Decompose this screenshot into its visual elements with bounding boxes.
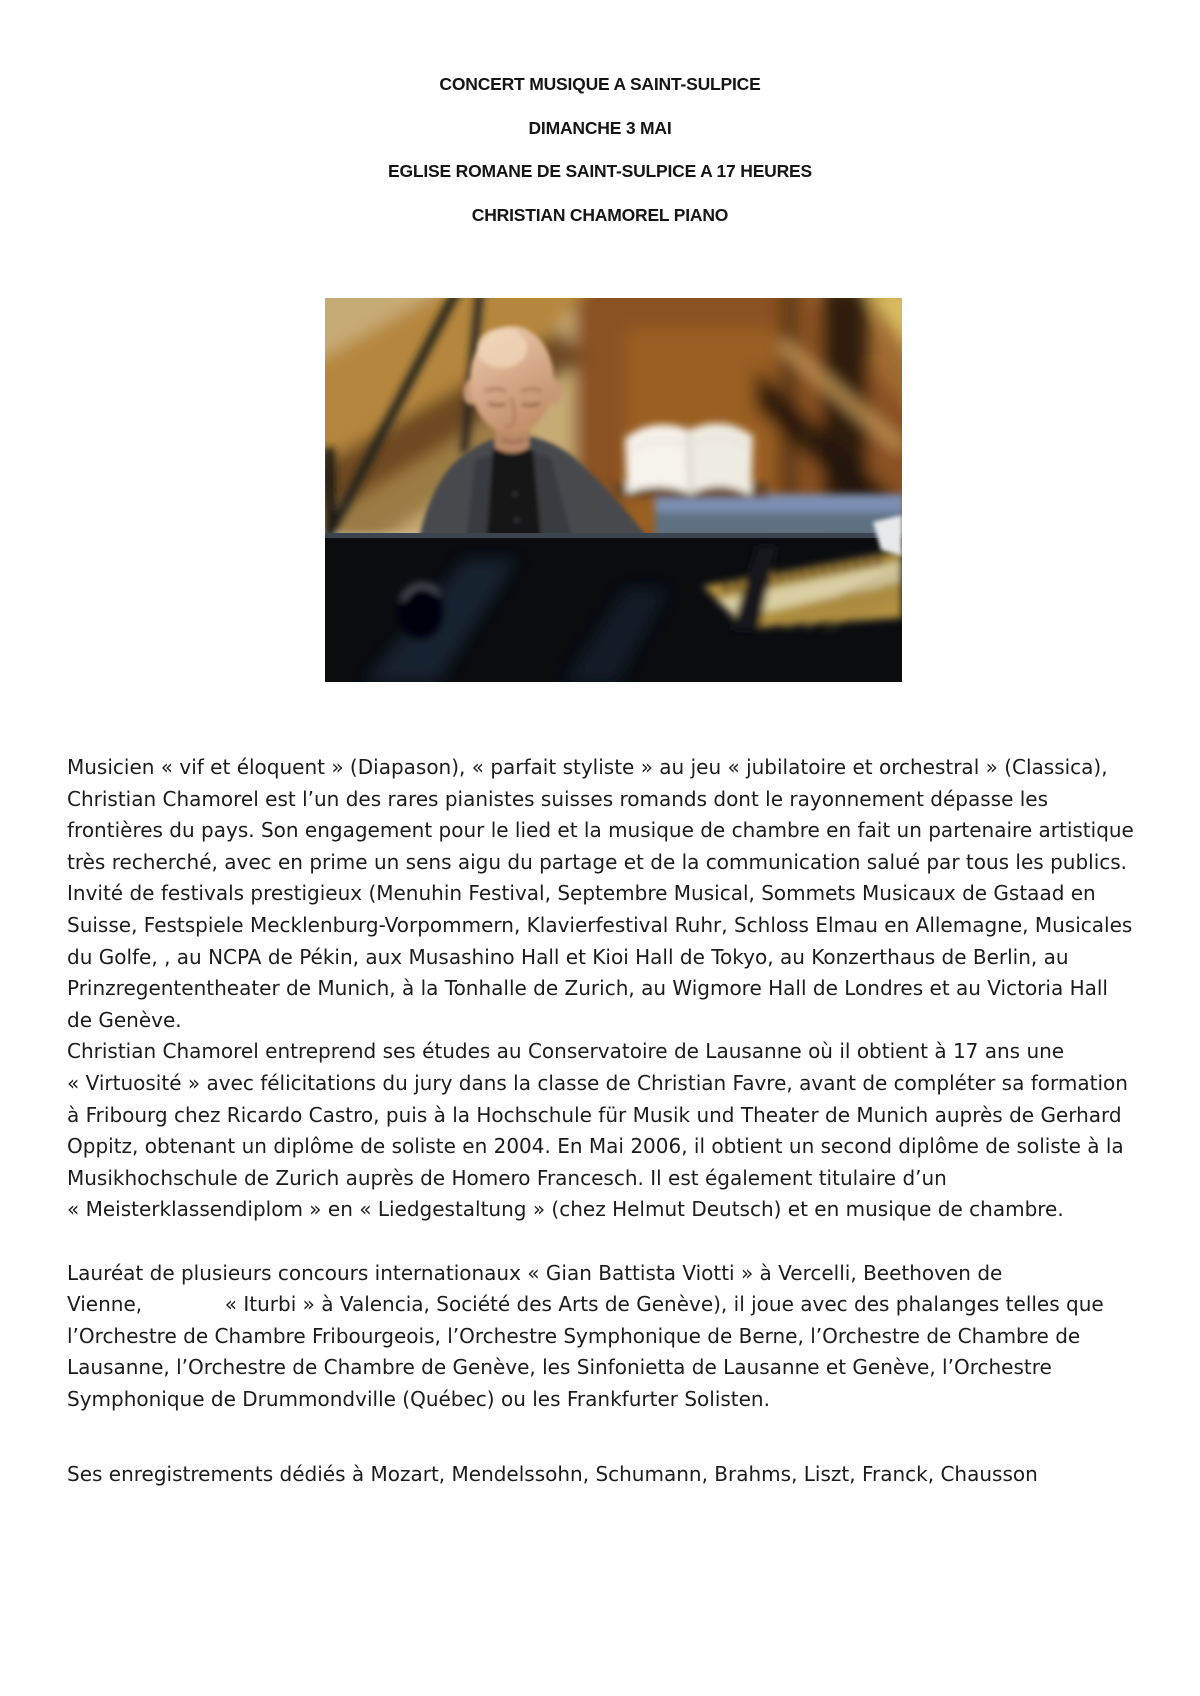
heading-concert-title: CONCERT MUSIQUE A SAINT-SULPICE <box>439 74 761 94</box>
document-header <box>0 63 1200 237</box>
heading-artist: CHRISTIAN CHAMOREL PIANO <box>471 204 729 225</box>
heading-date: DIMANCHE 3 MAI <box>528 117 672 138</box>
paragraph-intro: Musicien « vif et éloquent » (Diapason), « parfait styliste » au jeu « jubilatoire et orchestral » (Classica), Christian Chamorel est l’un des rares pianistes suisses romands dont le rayonnement dépasse les frontières du pays. Son engagement pour le lied et la musique de chambre en fait un partenaire artistique très recherché, avec en prime un sens aigu du partage et de la communication salué par tous les publics. <box>67 755 1134 874</box>
heading-venue: EGLISE ROMANE DE SAINT-SULPICE A 17 HEURES <box>388 161 812 181</box>
open-book <box>625 423 753 496</box>
paragraph-prizes: Lauréat de plusieurs concours internationaux « Gian Battista Viotti » à Vercelli, Beethoven de Vienne, « Iturbi » à Valencia, Société des Arts de Genève), il joue avec des phalanges telles que l’Orchestre de Chambre Fribourgeois, l’Orchestre Symphonique de Berne, l’Orchestre de Chambre de Lausanne, l’Orchestre de Chambre de Genève, les Sinfonietta de Lausanne et Genève, l’Orchestre Symphonique de Drummondville (Québec) ou les Frankfurter Solisten. <box>67 1260 1104 1411</box>
paragraph-recordings: Ses enregistrements dédiés à Mozart, Mendelssohn, Schumann, Brahms, Liszt, Franck, Chausson <box>67 1462 1038 1487</box>
paragraph-festivals: Invité de festivals prestigieux (Menuhin Festival, Septembre Musical, Sommets Musicaux de Gstaad en Suisse, Festspiele Mecklenburg-Vorpommern, Klavierfestival Ruhr, Schloss Elmau en Allemagne, Musicales du Golfe, , au NCPA de Pékin, aux Musashino Hall et Kioi Hall de Tokyo, au Konzerthaus de Berlin, au Prinzregententheater de Munich, à la Tonhalle de Zurich, au Wigmore Hall de Londres et au Victoria Hall de Genève. <box>67 881 1133 1032</box>
pianist-photo-illustration <box>325 298 902 682</box>
document-body <box>67 752 1139 1491</box>
paragraph-studies: Christian Chamorel entreprend ses études au Conservatoire de Lausanne où il obtient à 17 ans une « Virtuosité » avec félicitations du jury dans la classe de Christian Favre, avant de compléter sa formation à Fribourg chez Ricardo Castro, puis à la Hochschule für Musik und Theater de Munich auprès de Gerhard Oppitz, obtenant un diplôme de soliste en 2004. En Mai 2006, il obtient un second diplôme de soliste à la Musikhochschule de Zurich auprès de Homero Francesch. Il est également titulaire d’un « Meisterklassendiplom » en « Liedgestaltung » (chez Helmut Deutsch) et en musique de chambre. <box>67 1039 1128 1222</box>
pianist-photo <box>325 298 902 682</box>
grand-piano <box>325 515 902 682</box>
